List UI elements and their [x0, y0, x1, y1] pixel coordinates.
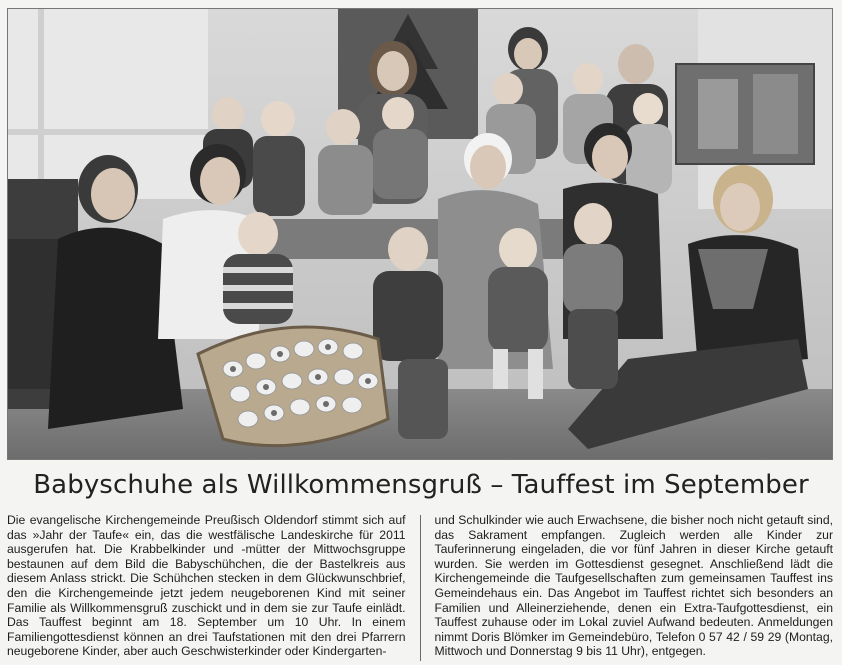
group-photo-illustration [8, 9, 833, 460]
article-column-left: Die evangelische Kirchengemeinde Preußisch Oldendorf stimmt sich auf das »Jahr der Taufe« ein, das die westfälische Landeskirche für 2011 ausgerufen hat. Die Krabbelkinder und -mütter der Mittwochsgruppe bestaunen auf dem Bild die Babyschühchen, die der Bastelkreis aus diesem Anlass strickt. Die Schühchen stecken in dem Glückwunschbrief, den die Kirchengemeinde jetzt jedem neugeborenen Kind mit seiner Familie als Willkommensgruß zuschickt und in dem sie zur Taufe einlädt. Das Tauffest beginnt am 18. September um 10 Uhr. In einem Familiengottesdienst können an drei Taufstationen mit den drei Pfarrern neugeborene Kinder, aber auch Geschwisterkinder oder Kindergarten- [7, 513, 406, 659]
article-body [7, 513, 833, 661]
article-photo [7, 8, 833, 460]
article-headline: Babyschuhe als Willkommensgruß – Tauffest im September [33, 470, 809, 500]
column-divider [420, 515, 421, 661]
basket-with-baby-shoes [198, 327, 388, 446]
article-column-right: und Schulkinder wie auch Erwachsene, die bisher noch nicht getauft sind, das Sakrament empfangen. Zugleich werden alle Kinder zur Tauferinnerung eingeladen, die vor fünf Jahren in dieser Kirche getauft wurden. Sie werden im Gottesdienst gesegnet. Anschließend lädt die Kirchengemeinde die Taufgesellschaften zum gemeinsamen Tauffest ins Gemeindehaus ein. Das Angebot im Tauffest richtet sich besonders an Familien und Alleinerziehende, denen ein Extra-Taufgottesdienst, ein Tauffest zuhause oder im Lokal zuviel Aufwand bedeuten. Anmeldungen nimmt Doris Blömker im Gemeindebüro, Telefon 0 57 42 / 59 29 (Montag, Mittwoch und Donnerstag 9 bis 11 Uhr), entgegen. [434, 513, 833, 659]
